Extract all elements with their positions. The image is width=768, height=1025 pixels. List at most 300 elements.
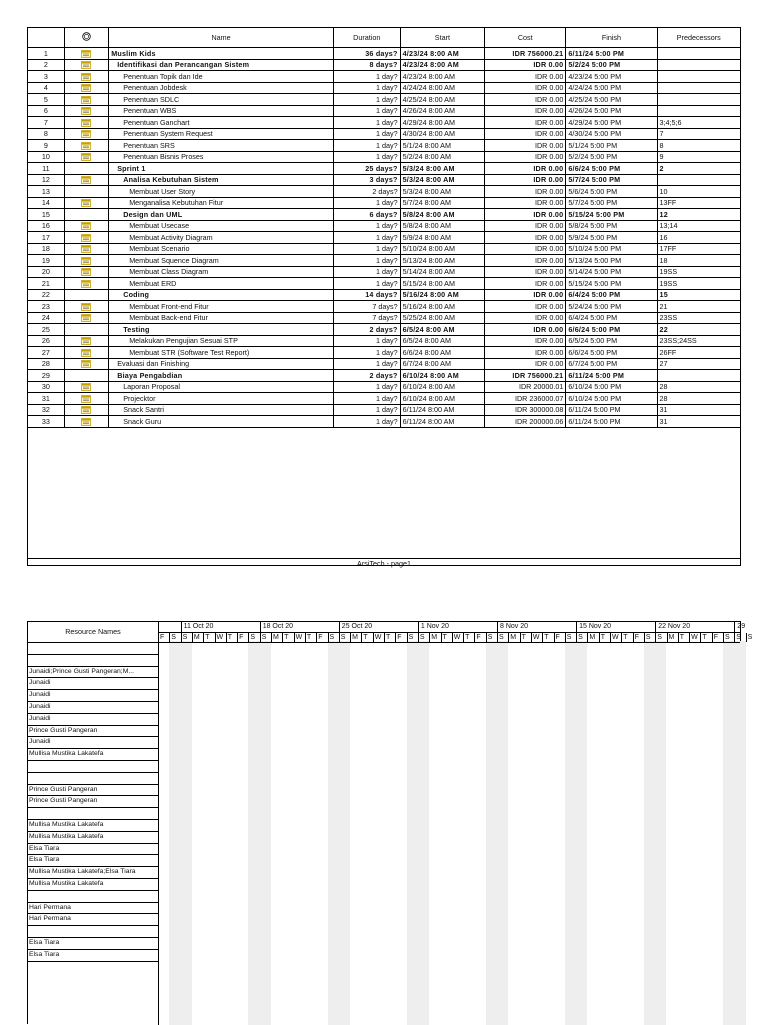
task-finish: 5/2/24 5:00 PM <box>566 151 657 163</box>
timescale-day: S <box>734 633 745 642</box>
weekend-shading <box>328 641 351 1025</box>
task-id: 21 <box>28 278 65 290</box>
task-duration: 14 days? <box>333 289 400 301</box>
task-start: 6/10/24 8:00 AM <box>400 381 485 393</box>
timescale-day: S <box>723 633 734 642</box>
task-predecessors <box>657 174 740 186</box>
task-finish: 5/13/24 5:00 PM <box>566 255 657 267</box>
task-name: Membuat ERD <box>109 278 334 290</box>
task-finish: 6/6/24 5:00 PM <box>566 163 657 175</box>
task-name: Penentuan System Request <box>109 128 334 140</box>
task-row[interactable] <box>28 48 741 60</box>
task-finish: 4/23/24 5:00 PM <box>566 71 657 83</box>
task-start: 4/23/24 8:00 AM <box>400 48 485 60</box>
weekend-shading <box>169 641 192 1025</box>
task-predecessors <box>657 370 740 382</box>
resource-row[interactable] <box>28 655 158 667</box>
timescale-day: S <box>339 633 350 642</box>
task-indicator <box>64 232 108 244</box>
task-finish: 5/14/24 5:00 PM <box>566 266 657 278</box>
resource-row[interactable]: Mullisa Mustika Lakatefa <box>28 820 158 832</box>
task-duration: 3 days? <box>333 174 400 186</box>
task-name: Evaluasi dan Finishing <box>109 358 334 370</box>
task-name: Melakukan Pengujian Sesuai STP <box>109 335 334 347</box>
notes-icon <box>81 337 91 345</box>
task-start: 5/25/24 8:00 AM <box>400 312 485 324</box>
notes-icon <box>81 314 91 322</box>
task-predecessors: 17FF <box>657 243 740 255</box>
timescale-day: S <box>181 633 192 642</box>
task-indicator <box>64 324 108 336</box>
timescale-day: S <box>328 633 339 642</box>
task-id: 6 <box>28 105 65 117</box>
notes-icon <box>81 406 91 414</box>
timescale-day: S <box>746 633 757 642</box>
task-finish: 6/7/24 5:00 PM <box>566 358 657 370</box>
task-cost: IDR 0.00 <box>485 186 566 198</box>
timescale-day: S <box>407 633 418 642</box>
task-predecessors: 9 <box>657 151 740 163</box>
task-row[interactable] <box>28 393 741 405</box>
task-cost: IDR 0.00 <box>485 220 566 232</box>
task-row[interactable] <box>28 220 741 232</box>
resource-row[interactable]: Mullisa Mustika Lakatefa;Elsa Tiara <box>28 867 158 879</box>
gantt-page <box>27 621 753 1024</box>
timescale-day: F <box>554 633 565 642</box>
task-name: Membuat User Story <box>109 186 334 198</box>
task-indicator <box>64 266 108 278</box>
header-predecessors: Predecessors <box>657 28 740 48</box>
task-id: 2 <box>28 59 65 71</box>
timescale-day: S <box>655 633 666 642</box>
task-name: Snack Guru <box>109 416 334 428</box>
task-id: 3 <box>28 71 65 83</box>
notes-icon <box>81 245 91 253</box>
notes-icon <box>81 418 91 426</box>
weekend-shading <box>248 641 271 1025</box>
task-start: 5/7/24 8:00 AM <box>400 197 485 209</box>
task-sheet-page <box>27 27 741 566</box>
weekend-shading <box>723 641 746 1025</box>
notes-icon <box>81 176 91 184</box>
task-indicator <box>64 393 108 405</box>
task-finish: 5/2/24 5:00 PM <box>566 59 657 71</box>
task-predecessors: 23SS;24SS <box>657 335 740 347</box>
task-finish: 6/4/24 5:00 PM <box>566 312 657 324</box>
timescale-day: S <box>644 633 655 642</box>
resource-row[interactable]: Junaidi <box>28 690 158 702</box>
task-indicator <box>64 301 108 313</box>
task-row[interactable] <box>28 174 741 186</box>
task-cost: IDR 20000.01 <box>485 381 566 393</box>
task-start: 4/30/24 8:00 AM <box>400 128 485 140</box>
resource-row[interactable]: Elsa Tiara <box>28 950 158 962</box>
resource-row[interactable]: Mullisa Mustika Lakatefa <box>28 832 158 844</box>
task-name: Membuat Class Diagram <box>109 266 334 278</box>
notes-icon <box>81 234 91 242</box>
task-row[interactable] <box>28 416 741 428</box>
resource-row[interactable]: Junaidi <box>28 678 158 690</box>
timescale-day: F <box>158 633 169 642</box>
task-row[interactable] <box>28 301 741 313</box>
task-row[interactable] <box>28 128 741 140</box>
task-row[interactable] <box>28 266 741 278</box>
resource-names-column <box>28 622 159 1025</box>
task-finish: 6/11/24 5:00 PM <box>566 370 657 382</box>
task-predecessors <box>657 71 740 83</box>
header-indicators <box>64 28 108 48</box>
task-start: 5/13/24 8:00 AM <box>400 255 485 267</box>
task-duration: 2 days? <box>333 370 400 382</box>
timescale-day: F <box>712 633 723 642</box>
timescale-day: T <box>226 633 237 642</box>
task-predecessors: 7 <box>657 128 740 140</box>
timescale-day: S <box>169 633 180 642</box>
task-indicator <box>64 289 108 301</box>
timescale-day: F <box>237 633 248 642</box>
notes-icon <box>81 96 91 104</box>
task-indicator <box>64 105 108 117</box>
notes-icon <box>81 153 91 161</box>
task-duration: 1 day? <box>333 416 400 428</box>
task-row[interactable] <box>28 197 741 209</box>
task-finish: 5/15/24 5:00 PM <box>566 278 657 290</box>
task-cost: IDR 200000.06 <box>485 416 566 428</box>
task-row[interactable] <box>28 105 741 117</box>
task-finish: 4/29/24 5:00 PM <box>566 117 657 129</box>
notes-icon <box>81 199 91 207</box>
task-row[interactable] <box>28 278 741 290</box>
task-finish: 5/1/24 5:00 PM <box>566 140 657 152</box>
timescale-day: T <box>441 633 452 642</box>
resource-row[interactable]: Junaidi <box>28 714 158 726</box>
task-id: 12 <box>28 174 65 186</box>
resource-row[interactable]: Elsa Tiara <box>28 844 158 856</box>
task-start: 5/10/24 8:00 AM <box>400 243 485 255</box>
task-row[interactable] <box>28 358 741 370</box>
task-row[interactable] <box>28 370 741 382</box>
task-duration: 2 days? <box>333 324 400 336</box>
resource-row[interactable] <box>28 773 158 785</box>
resource-row[interactable]: Prince Gusti Pangeran <box>28 726 158 738</box>
task-start: 5/16/24 8:00 AM <box>400 289 485 301</box>
task-name: Snack Santri <box>109 404 334 416</box>
task-finish: 6/11/24 5:00 PM <box>566 48 657 60</box>
task-predecessors <box>657 48 740 60</box>
header-name: Name <box>109 28 334 48</box>
timescale-day: S <box>260 633 271 642</box>
task-row[interactable] <box>28 232 741 244</box>
task-id: 14 <box>28 197 65 209</box>
task-duration: 1 day? <box>333 278 400 290</box>
task-duration: 1 day? <box>333 197 400 209</box>
task-duration: 7 days? <box>333 301 400 313</box>
task-duration: 1 day? <box>333 404 400 416</box>
task-duration: 1 day? <box>333 358 400 370</box>
task-start: 5/8/24 8:00 AM <box>400 220 485 232</box>
task-cost: IDR 756000.21 <box>485 370 566 382</box>
task-start: 6/5/24 8:00 AM <box>400 324 485 336</box>
notes-icon <box>81 360 91 368</box>
task-id: 19 <box>28 255 65 267</box>
task-duration: 1 day? <box>333 105 400 117</box>
task-cost: IDR 300000.08 <box>485 404 566 416</box>
task-row[interactable] <box>28 255 741 267</box>
timescale-day: M <box>667 633 678 642</box>
task-duration: 1 day? <box>333 220 400 232</box>
timescale-day: F <box>633 633 644 642</box>
task-duration: 6 days? <box>333 209 400 221</box>
timescale-week: 25 Oct 20 <box>339 622 372 632</box>
task-name: Membuat Back-end Fitur <box>109 312 334 324</box>
task-start: 6/11/24 8:00 AM <box>400 404 485 416</box>
task-indicator <box>64 174 108 186</box>
task-indicator <box>64 278 108 290</box>
timescale-week: 18 Oct 20 <box>260 622 293 632</box>
timescale-day: M <box>350 633 361 642</box>
task-predecessors: 23SS <box>657 312 740 324</box>
task-duration: 1 day? <box>333 393 400 405</box>
page-footer: ArsiTech - page1 <box>28 558 740 568</box>
task-row[interactable] <box>28 209 741 221</box>
task-cost: IDR 0.00 <box>485 278 566 290</box>
task-name: Biaya Pengabdian <box>109 370 334 382</box>
task-id: 4 <box>28 82 65 94</box>
task-finish: 5/7/24 5:00 PM <box>566 197 657 209</box>
task-row[interactable] <box>28 82 741 94</box>
task-id: 26 <box>28 335 65 347</box>
task-name: Membuat Usecase <box>109 220 334 232</box>
task-start: 5/16/24 8:00 AM <box>400 301 485 313</box>
task-cost: IDR 0.00 <box>485 94 566 106</box>
timescale-day: M <box>271 633 282 642</box>
task-duration: 7 days? <box>333 312 400 324</box>
task-cost: IDR 0.00 <box>485 140 566 152</box>
task-predecessors: 13;14 <box>657 220 740 232</box>
task-name: Membuat Activity Diagram <box>109 232 334 244</box>
task-predecessors: 31 <box>657 416 740 428</box>
task-indicator <box>64 82 108 94</box>
task-predecessors <box>657 82 740 94</box>
resource-row[interactable] <box>28 808 158 820</box>
task-id: 33 <box>28 416 65 428</box>
task-id: 5 <box>28 94 65 106</box>
task-cost: IDR 0.00 <box>485 301 566 313</box>
task-indicator <box>64 48 108 60</box>
task-row[interactable] <box>28 289 741 301</box>
timescale-day: W <box>689 633 700 642</box>
task-finish: 6/6/24 5:00 PM <box>566 347 657 359</box>
timescale-day: T <box>463 633 474 642</box>
task-row[interactable] <box>28 59 741 71</box>
task-finish: 6/4/24 5:00 PM <box>566 289 657 301</box>
task-predecessors: 18 <box>657 255 740 267</box>
task-start: 5/15/24 8:00 AM <box>400 278 485 290</box>
task-row[interactable] <box>28 117 741 129</box>
timescale-day: T <box>305 633 316 642</box>
weekend-shading <box>565 641 588 1025</box>
resource-row[interactable] <box>28 761 158 773</box>
task-name: Analisa Kebutuhan Sistem <box>109 174 334 186</box>
task-cost: IDR 0.00 <box>485 151 566 163</box>
timescale-day: T <box>384 633 395 642</box>
task-indicator <box>64 186 108 198</box>
resource-row[interactable] <box>28 891 158 903</box>
task-indicator <box>64 335 108 347</box>
resource-row[interactable]: Hari Permana <box>28 903 158 915</box>
task-row[interactable] <box>28 404 741 416</box>
task-cost: IDR 236000.07 <box>485 393 566 405</box>
task-start: 5/3/24 8:00 AM <box>400 163 485 175</box>
task-finish: 4/25/24 5:00 PM <box>566 94 657 106</box>
task-id: 29 <box>28 370 65 382</box>
timescale-week: 29 <box>734 622 745 632</box>
resource-row[interactable]: Mullisa Mustika Lakatefa <box>28 879 158 891</box>
task-start: 6/10/24 8:00 AM <box>400 370 485 382</box>
task-predecessors: 2 <box>657 163 740 175</box>
task-duration: 1 day? <box>333 335 400 347</box>
task-row[interactable] <box>28 324 741 336</box>
task-finish: 5/6/24 5:00 PM <box>566 186 657 198</box>
notes-icon <box>81 130 91 138</box>
task-id: 7 <box>28 117 65 129</box>
task-row[interactable] <box>28 140 741 152</box>
timescale-day: M <box>192 633 203 642</box>
task-cost: IDR 0.00 <box>485 232 566 244</box>
resource-row[interactable]: Prince Gusti Pangeran <box>28 785 158 797</box>
task-row[interactable] <box>28 381 741 393</box>
task-indicator <box>64 140 108 152</box>
notes-icon <box>81 349 91 357</box>
weekend-shading <box>644 641 667 1025</box>
task-name: Penentuan Bisnis Proses <box>109 151 334 163</box>
task-indicator <box>64 94 108 106</box>
timescale-day: W <box>215 633 226 642</box>
task-duration: 1 day? <box>333 266 400 278</box>
task-row[interactable] <box>28 312 741 324</box>
task-duration: 25 days? <box>333 163 400 175</box>
task-row[interactable] <box>28 71 741 83</box>
resource-row[interactable]: Elsa Tiara <box>28 855 158 867</box>
task-predecessors: 19SS <box>657 278 740 290</box>
task-table <box>27 27 741 428</box>
task-id: 24 <box>28 312 65 324</box>
weekend-shading <box>407 641 430 1025</box>
task-indicator <box>64 117 108 129</box>
task-id: 13 <box>28 186 65 198</box>
task-name: Identifikasi dan Perancangan Sistem <box>109 59 334 71</box>
task-row[interactable] <box>28 94 741 106</box>
task-indicator <box>64 312 108 324</box>
task-cost: IDR 0.00 <box>485 289 566 301</box>
task-id: 11 <box>28 163 65 175</box>
task-finish: 6/10/24 5:00 PM <box>566 381 657 393</box>
task-indicator <box>64 404 108 416</box>
task-predecessors: 16 <box>657 232 740 244</box>
resource-row[interactable]: Hari Permana <box>28 914 158 926</box>
resource-row[interactable] <box>28 926 158 938</box>
task-id: 17 <box>28 232 65 244</box>
task-predecessors <box>657 94 740 106</box>
timescale-day: S <box>486 633 497 642</box>
task-id: 16 <box>28 220 65 232</box>
timescale-weeks <box>158 622 746 633</box>
task-id: 27 <box>28 347 65 359</box>
timescale-week: 15 Nov 20 <box>576 622 611 632</box>
resource-names-header: Resource Names <box>28 622 158 643</box>
task-row[interactable] <box>28 163 741 175</box>
notes-icon <box>81 107 91 115</box>
task-cost: IDR 0.00 <box>485 324 566 336</box>
task-row[interactable] <box>28 243 741 255</box>
task-start: 5/2/24 8:00 AM <box>400 151 485 163</box>
task-indicator <box>64 347 108 359</box>
task-start: 6/7/24 8:00 AM <box>400 358 485 370</box>
task-row[interactable] <box>28 186 741 198</box>
task-id: 18 <box>28 243 65 255</box>
task-predecessors: 10 <box>657 186 740 198</box>
task-duration: 1 day? <box>333 117 400 129</box>
task-start: 6/5/24 8:00 AM <box>400 335 485 347</box>
timescale-day: S <box>248 633 259 642</box>
notes-icon <box>81 257 91 265</box>
task-row[interactable] <box>28 151 741 163</box>
task-predecessors: 3;4;5;6 <box>657 117 740 129</box>
timescale-day: S <box>497 633 508 642</box>
task-start: 5/14/24 8:00 AM <box>400 266 485 278</box>
notes-icon <box>81 222 91 230</box>
task-duration: 1 day? <box>333 94 400 106</box>
resource-row[interactable]: Junaidi <box>28 702 158 714</box>
task-indicator <box>64 128 108 140</box>
timescale-week: 22 Nov 20 <box>655 622 690 632</box>
resource-row[interactable]: Junaidi;Prince Gusti Pangeran;M... <box>28 667 158 679</box>
task-cost: IDR 0.00 <box>485 117 566 129</box>
resource-row[interactable]: Prince Gusti Pangeran <box>28 796 158 808</box>
task-finish: 6/6/24 5:00 PM <box>566 324 657 336</box>
task-finish: 4/30/24 5:00 PM <box>566 128 657 140</box>
task-predecessors: 26FF <box>657 347 740 359</box>
task-name: Design dan UML <box>109 209 334 221</box>
timescale-day: M <box>508 633 519 642</box>
task-cost: IDR 0.00 <box>485 59 566 71</box>
task-start: 4/24/24 8:00 AM <box>400 82 485 94</box>
gantt-timeline <box>158 622 753 1025</box>
task-name: Penentuan SDLC <box>109 94 334 106</box>
timescale-day: T <box>599 633 610 642</box>
task-duration: 8 days? <box>333 59 400 71</box>
resource-row[interactable]: Mullisa Mustika Lakatefa <box>28 749 158 761</box>
weekend-shading <box>486 641 509 1025</box>
resource-row[interactable]: Elsa Tiara <box>28 938 158 950</box>
task-row[interactable] <box>28 347 741 359</box>
task-finish: 5/8/24 5:00 PM <box>566 220 657 232</box>
task-cost: IDR 756000.21 <box>485 48 566 60</box>
task-duration: 2 days? <box>333 186 400 198</box>
task-finish: 5/15/24 5:00 PM <box>566 209 657 221</box>
task-name: Muslim Kids <box>109 48 334 60</box>
notes-icon <box>81 61 91 69</box>
resource-row[interactable] <box>28 643 158 655</box>
task-cost: IDR 0.00 <box>485 163 566 175</box>
timescale-day: F <box>474 633 485 642</box>
task-id: 25 <box>28 324 65 336</box>
info-icon <box>82 32 91 41</box>
resource-row[interactable]: Junaidi <box>28 737 158 749</box>
task-indicator <box>64 197 108 209</box>
task-finish: 6/5/24 5:00 PM <box>566 335 657 347</box>
task-row[interactable] <box>28 335 741 347</box>
